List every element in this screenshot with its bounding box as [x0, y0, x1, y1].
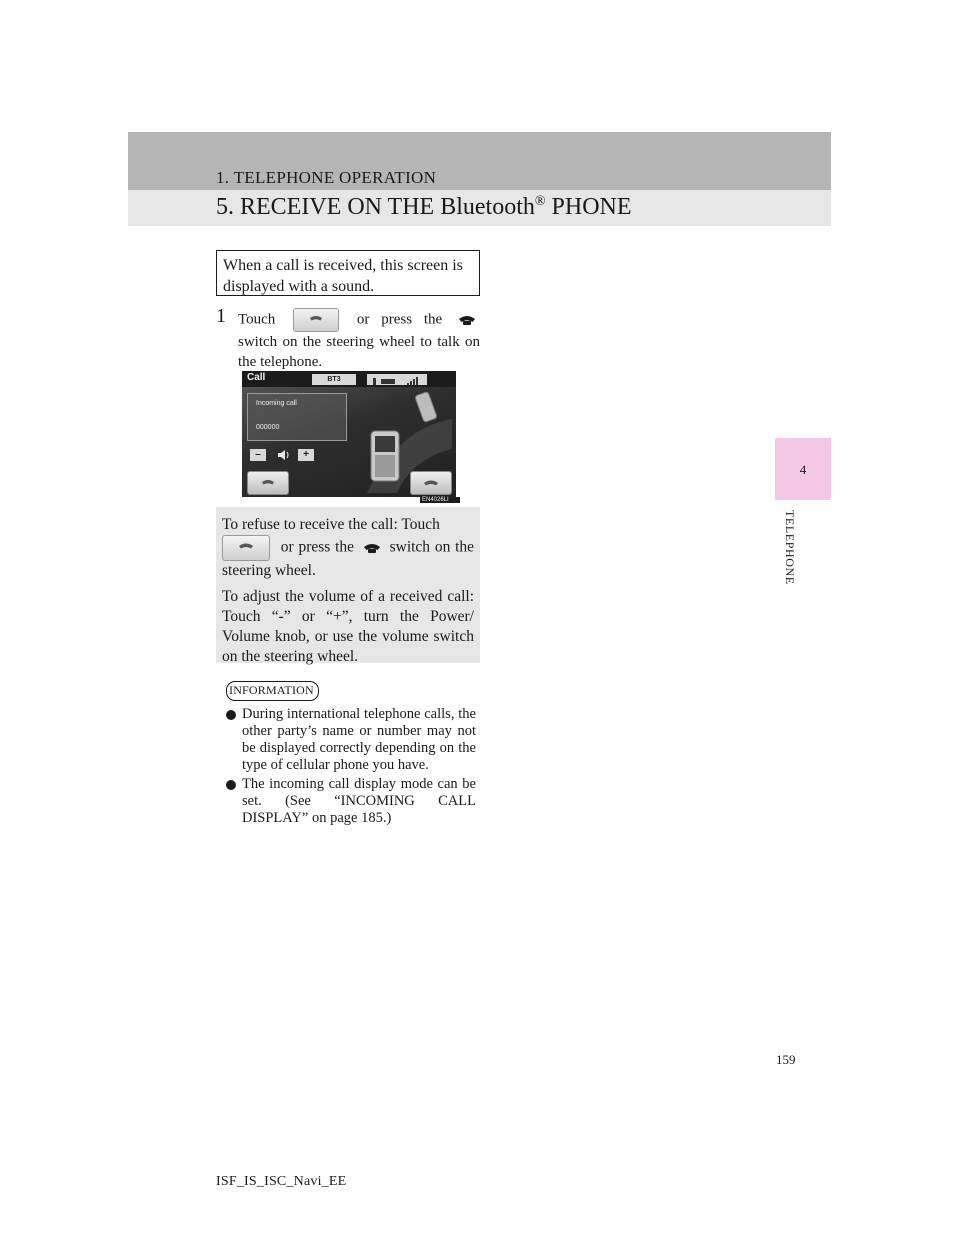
- information-list: [226, 706, 476, 829]
- image-code: EN4026LI: [420, 497, 460, 503]
- refuse-note-part1: To refuse to receive the call: Touch: [222, 516, 440, 533]
- step-text-part2: or press the: [356, 311, 443, 328]
- reject-call-button[interactable]: [410, 471, 452, 495]
- volume-note: To adjust the volume of a received call: Touch “-” or “+”, turn the Power/ Volume knob, or use the volume switch on the steering wheel.: [222, 588, 474, 665]
- page-title: [216, 194, 632, 221]
- speaker-icon: [276, 449, 290, 461]
- chapter-tab[interactable]: [775, 438, 831, 500]
- registered-mark: ®: [534, 194, 546, 209]
- list-item: [226, 776, 476, 827]
- step-text: [238, 308, 480, 372]
- phone-hangup-icon: [223, 536, 269, 560]
- phone-switch-icon: [458, 313, 476, 327]
- signal-status: [367, 374, 427, 385]
- chapter-label: TELEPHONE: [783, 510, 797, 585]
- chapter-number: 4: [799, 462, 807, 477]
- step-1: [216, 305, 480, 372]
- step-number: 1: [216, 305, 226, 327]
- volume-down-button[interactable]: –: [250, 449, 266, 461]
- incoming-call-panel: [247, 393, 347, 441]
- reject-button-image: [222, 535, 270, 561]
- page-title-end: PHONE: [545, 194, 632, 220]
- step-text-part3: switch on the steering wheel to talk on the telephone.: [238, 334, 480, 370]
- phone-switch-icon: [363, 541, 381, 555]
- bt-device-button[interactable]: BT3: [312, 374, 356, 385]
- bullet-icon: [226, 710, 236, 720]
- list-item-text: The incoming call display mode can be set. (See “INCOMING CALL DISPLAY” on page 185.): [242, 776, 476, 826]
- screen-title: Call: [247, 372, 266, 383]
- step-text-part1: Touch: [238, 311, 276, 328]
- caller-number: 000000: [256, 424, 280, 431]
- page-number: 159: [776, 1052, 796, 1067]
- list-item: [226, 706, 476, 774]
- phone-pickup-icon: [248, 472, 288, 494]
- volume-up-button[interactable]: +: [298, 449, 314, 461]
- answer-call-button[interactable]: [247, 471, 289, 495]
- incoming-call-label: Incoming call: [256, 400, 297, 407]
- intro-box: When a call is received, this screen is displayed with a sound.: [216, 250, 480, 296]
- information-tag: INFORMATION: [226, 681, 319, 701]
- section-label: 1. TELEPHONE OPERATION: [216, 168, 437, 187]
- refuse-note-part2: or press the: [280, 538, 355, 556]
- answer-button-image: [293, 308, 339, 332]
- list-item-text: During international telephone calls, the other party’s name or number may not be displayed correctly depending on the type of cellular phone you have.: [242, 706, 476, 773]
- refuse-note-part3: switch on the steering wheel.: [222, 538, 475, 579]
- phone-hangup-icon: [411, 472, 451, 494]
- incoming-call-screen: [242, 371, 456, 497]
- phone-pickup-icon: [294, 309, 338, 331]
- page-title-main: 5. RECEIVE ON THE Bluetooth: [216, 194, 535, 220]
- refuse-call-note: [222, 515, 474, 581]
- note-box: [216, 507, 480, 663]
- bullet-icon: [226, 780, 236, 790]
- document-code: ISF_IS_ISC_Navi_EE: [216, 1174, 347, 1189]
